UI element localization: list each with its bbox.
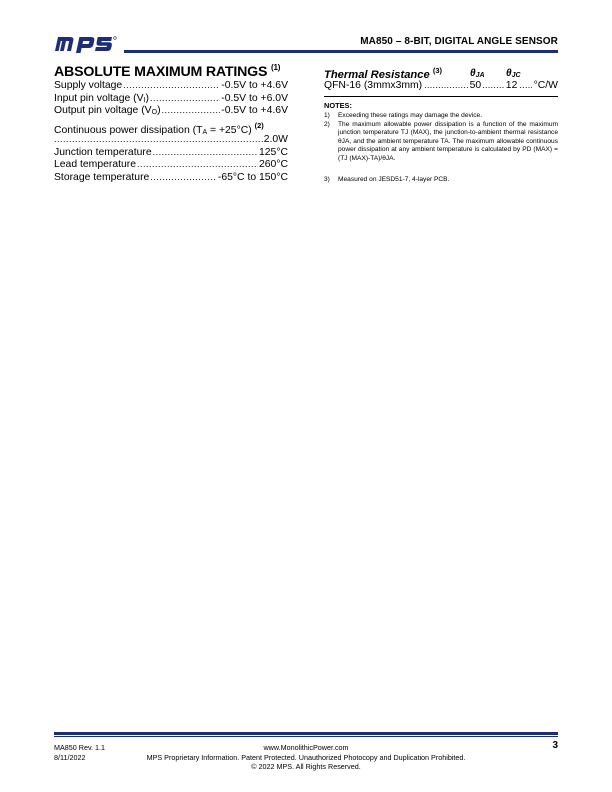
- rating-value: 2.0W: [263, 134, 288, 145]
- footer-revision: MA850 Rev. 1.1: [54, 743, 106, 752]
- leader-dots: [137, 158, 258, 170]
- rating-row-supply: [54, 79, 288, 92]
- rating-value: -0.5V to +4.6V: [221, 80, 288, 91]
- rating-value: 125°C: [259, 147, 288, 158]
- leader-dots: [162, 104, 221, 116]
- thermal-unit: °C/W: [533, 80, 558, 91]
- mps-logo: [54, 33, 124, 53]
- thermal-title: [324, 66, 442, 81]
- note-item: [324, 121, 558, 163]
- rating-row-storage-temp: [54, 171, 288, 184]
- rating-label: Supply voltage: [54, 80, 123, 91]
- theta-jc-value: 12: [505, 80, 518, 91]
- leader-dots: [482, 80, 505, 90]
- rating-row-power-value: [54, 133, 288, 146]
- note-item: [324, 176, 558, 184]
- page-number: 3: [552, 740, 558, 751]
- footer-rule-thin: [54, 736, 558, 737]
- note-number: 3): [324, 176, 330, 183]
- abs-max-title: [54, 63, 280, 80]
- note-number: 2): [324, 121, 330, 128]
- rating-value: 260°C: [259, 159, 288, 170]
- rating-value: -0.5V to +4.6V: [221, 105, 288, 116]
- footer-proprietary: MPS Proprietary Information. Patent Protected. Unauthorized Photocopy and Duplication Prohibited.: [146, 753, 466, 762]
- rating-label: Lead temperature: [54, 159, 137, 170]
- rating-label: Input pin voltage (VI): [54, 93, 149, 104]
- theta-jc-header: $\theta_{JC}$: [506, 68, 521, 79]
- leader-dots: [153, 146, 258, 158]
- leader-dots: [424, 80, 467, 90]
- abs-max-title-text: ABSOLUTE MAXIMUM RATINGS: [54, 64, 268, 80]
- note-text: Measured on JESD51-7, 4-layer PCB.: [338, 176, 450, 183]
- rating-label: Storage temperature: [54, 172, 150, 183]
- footer-rule: [54, 732, 558, 735]
- leader-dots: [519, 80, 531, 90]
- leader-dots: [150, 171, 217, 183]
- leader-dots: [150, 92, 220, 104]
- leader-dots: [123, 79, 220, 91]
- rating-row-lead-temp: [54, 158, 288, 171]
- leader-dots: [54, 133, 263, 145]
- rating-label: Junction temperature: [54, 147, 152, 158]
- thermal-divider: [324, 96, 558, 97]
- package-name: QFN-16 (3mmx3mm): [324, 80, 423, 91]
- note-number: 1): [324, 112, 330, 119]
- notes-heading: NOTES:: [324, 101, 352, 110]
- note-text: The maximum allowable power dissipation is a function of the maximum junction temperature TJ (MAX), the junction-to-ambient thermal resistance θJA, and the ambient temperature TA. The maximum allowable continuous power dissipation at any ambient temperature is calculated by PD (MAX) = (TJ (MAX)-TA)/θJA.: [338, 121, 558, 162]
- header-rule: [124, 50, 558, 53]
- rating-value: -65°C to 150°C: [217, 172, 288, 183]
- footer-date: 8/11/2022: [54, 753, 86, 762]
- footer-url[interactable]: www.MonolithicPower.com: [263, 743, 349, 752]
- rating-row-output-pin: [54, 104, 288, 119]
- theta-ja-header: $\theta_{JA}$: [470, 68, 485, 79]
- note-text: Exceeding these ratings may damage the device.: [338, 112, 483, 119]
- note-item: [324, 112, 558, 120]
- abs-max-title-note: (1): [271, 63, 281, 72]
- theta-ja-value: 50: [469, 80, 482, 91]
- thermal-title-note: (3): [432, 66, 442, 75]
- thermal-title-text: Thermal Resistance: [324, 69, 430, 81]
- rating-label: Output pin voltage (VO): [54, 105, 161, 116]
- rating-label: Continuous power dissipation (TA = +25°C) $^{(2)}$: [54, 121, 264, 136]
- footer-copyright: © 2022 MPS. All Rights Reserved.: [251, 762, 361, 771]
- rating-value: -0.5V to +6.0V: [221, 93, 288, 104]
- header-title: MA850 – 8-BIT, DIGITAL ANGLE SENSOR: [360, 36, 558, 47]
- thermal-row-qfn16: [324, 80, 558, 91]
